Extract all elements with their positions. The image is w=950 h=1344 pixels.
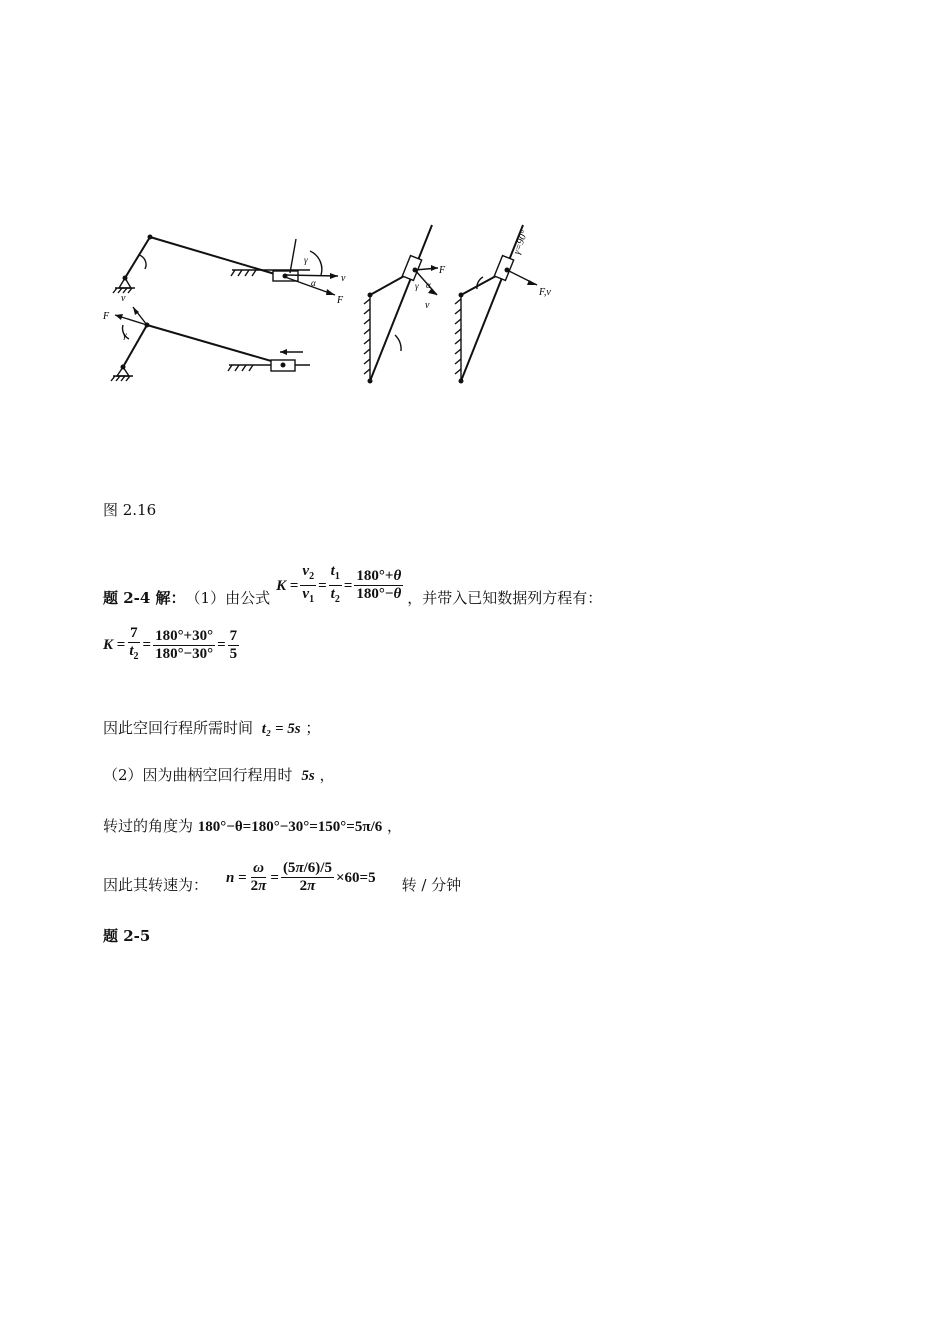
label-gamma90-d: γ=90°: [511, 229, 531, 257]
result-prefix: 因此空回行程所需时间: [103, 719, 254, 737]
label-F-a: F: [337, 295, 344, 306]
angle-formula: 180°−θ=180°−30°=150°=5π/6: [197, 819, 383, 835]
angle-line: [103, 816, 402, 837]
problem-2-4-heading: 题 2-4 解：: [103, 589, 186, 607]
label-alpha-c: α: [426, 280, 431, 290]
label-v-b: v: [121, 293, 126, 304]
result-value: t₂ = 5s: [261, 721, 301, 737]
label-F-c: F: [439, 265, 446, 276]
speed-unit: 转 / 分钟: [401, 876, 462, 894]
figure-2-16: [95, 215, 575, 400]
label-v-c: v: [425, 300, 430, 311]
angle-prefix: 转过的角度为: [103, 817, 194, 835]
label-gamma-a: γ: [304, 255, 308, 265]
part2-suffix: ，: [319, 766, 335, 784]
formula-general: K = $\frac{v_2}{v_1}$ = $\frac{t_1}{t_2}$ = $\frac{180^\circ+\theta}{180^\circ-\theta}$: [276, 563, 402, 605]
label-Fv-d: F,v: [539, 287, 551, 298]
problem-2-4-line1: [103, 563, 602, 608]
label-v-a: v: [341, 273, 346, 284]
result-suffix: ；: [305, 719, 321, 737]
label-alpha-a: α: [311, 278, 316, 288]
part1-prefix: （1）由公式: [185, 589, 271, 607]
angle-suffix: ，: [387, 817, 403, 835]
label-gamma-b: γ: [123, 330, 127, 340]
speed-formula: n = $\frac{\omega}{2\pi}$ = $\frac{(5\pi/6)/5}{2\pi}$ ×60=5: [226, 860, 376, 894]
speed-prefix: 因此其转速为：: [103, 876, 209, 894]
part2-prefix: （2）因为曲柄空回行程用时: [103, 766, 293, 784]
part1-suffix: ，并带入已知数据列方程有：: [407, 589, 603, 607]
part2-value: 5s: [301, 768, 315, 784]
problem-2-5-heading: 题 2-5: [103, 927, 151, 945]
formula-numeric: K = $\frac{7}{t_2}$ = $\frac{180^\circ+30^\circ}{180^\circ-30^\circ}$ = $\frac{7}{5}$: [103, 625, 238, 662]
speed-line: [103, 860, 461, 895]
figure-caption: 图 2.16: [103, 501, 157, 519]
label-gamma-c: γ: [415, 281, 419, 291]
result-line: [103, 718, 320, 739]
part2-line: [103, 765, 334, 786]
label-F-b: F: [103, 311, 110, 322]
